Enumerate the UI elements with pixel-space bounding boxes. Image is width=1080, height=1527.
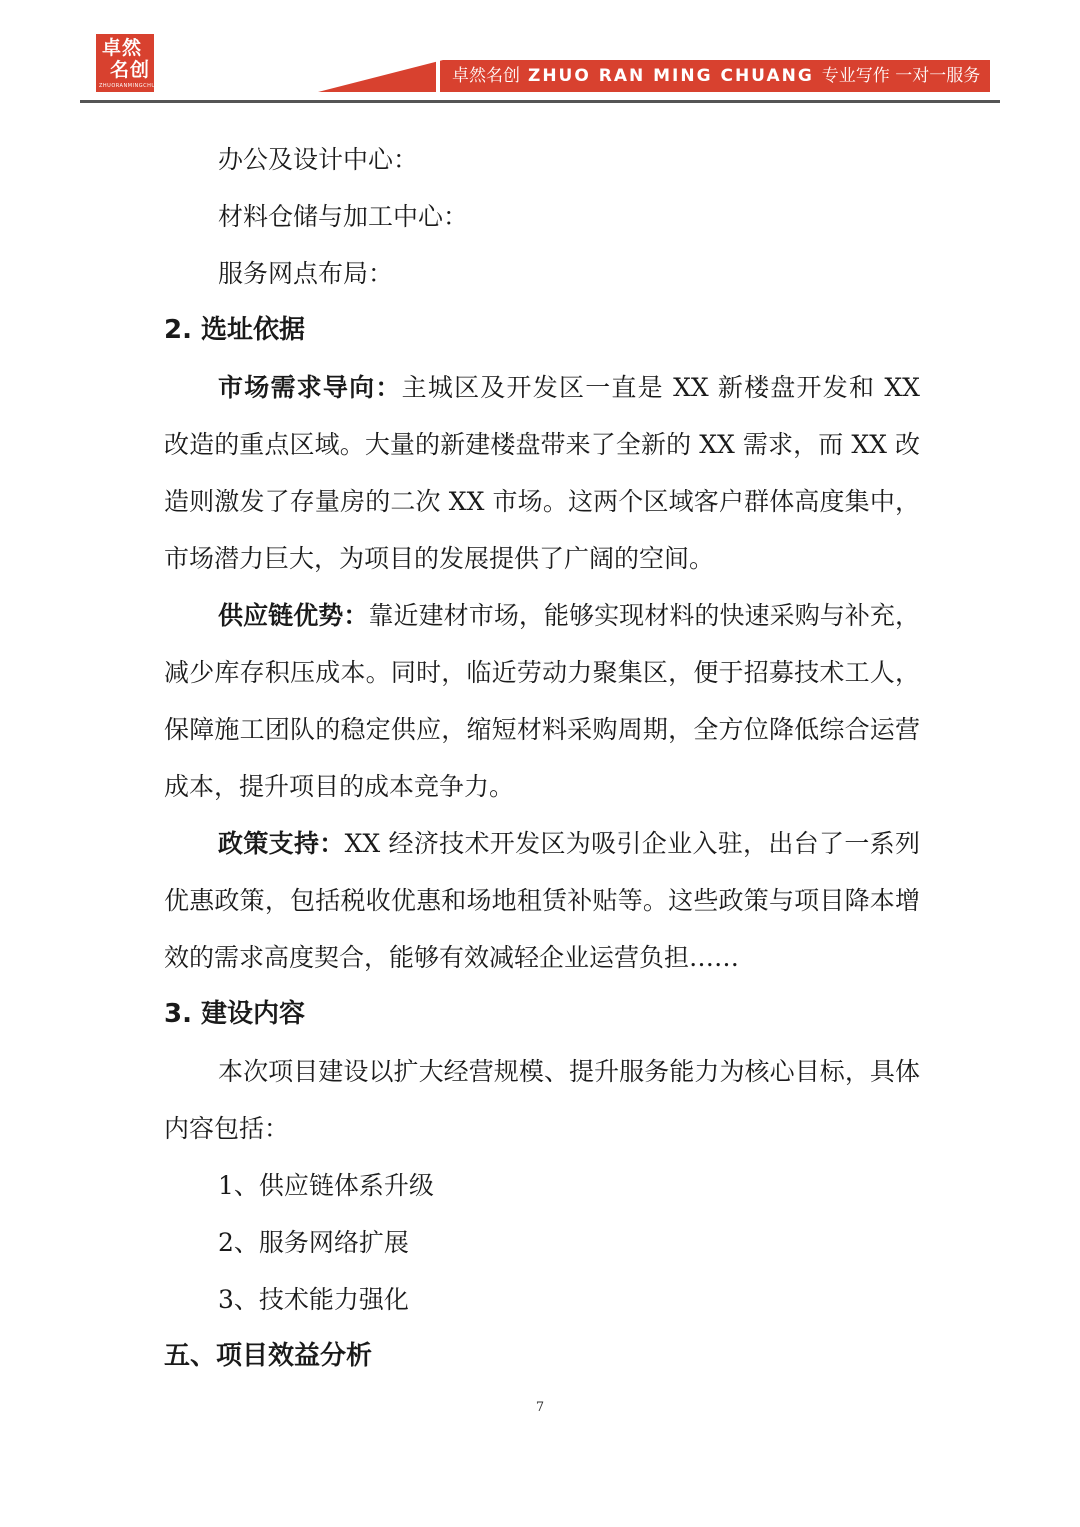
banner-separator	[436, 60, 440, 92]
section-heading-site-selection: 2. 选址依据	[164, 315, 306, 345]
logo-line1: 卓然	[102, 37, 143, 59]
banner-text	[452, 63, 980, 89]
paragraph-lead: 政策支持：	[218, 829, 345, 858]
logo-line2: 名创	[110, 59, 151, 81]
brand-logo	[96, 34, 169, 92]
header-rule	[80, 100, 1000, 103]
page-number: 7	[535, 1400, 545, 1415]
paragraph-policy-support	[164, 815, 920, 986]
item-service-network-layout: 服务网点布局：	[218, 259, 394, 288]
section-heading-benefit-analysis: 五、项目效益分析	[164, 1341, 373, 1371]
paragraph-market-demand	[164, 359, 920, 587]
paragraph-text: XX 经济技术开发区为吸引企业入驻，出台了一系列优惠政策，包括税收优惠和场地租赁补贴等。这些政策与项目降本增效的需求高度契合，能够有效减轻企业运营负担……	[164, 829, 920, 972]
paragraph-text: 靠近建材市场，能够实现材料的快速采购与补充，减少库存积压成本。同时，临近劳动力聚集区，便于招募技术工人，保障施工团队的稳定供应，缩短材料采购周期，全方位降低综合运营成本，提升项目的成本竞争力。	[164, 601, 920, 801]
logo-small-text: ZHUORANMINGCHUANG	[99, 83, 169, 89]
banner-cn: 卓然名创	[452, 66, 520, 86]
item-office-design-center: 办公及设计中心：	[218, 145, 419, 174]
list-item: 3、技术能力强化	[218, 1285, 409, 1314]
document-body	[164, 131, 920, 1385]
item-storage-processing-center: 材料仓储与加工中心：	[218, 202, 469, 231]
paragraph-text: 主城区及开发区一直是 XX 新楼盘开发和 XX 改造的重点区域。大量的新建楼盘带来了全新的 XX 需求，而 XX 改造则激发了存量房的二次 XX 市场。这两个区域客户群体高度集中，市场潜力巨大，为项目的发展提供了广阔的空间。	[164, 373, 920, 573]
banner-en: ZHUO RAN MING CHUANG	[528, 66, 814, 86]
paragraph-lead: 供应链优势：	[218, 601, 369, 630]
paragraph-lead: 市场需求导向：	[218, 373, 402, 402]
list-item: 1、供应链体系升级	[218, 1171, 434, 1200]
paragraph-supply-chain	[164, 587, 920, 815]
section-heading-construction: 3. 建设内容	[164, 999, 306, 1029]
banner-tail: 专业写作 一对一服务	[821, 66, 981, 86]
paragraph-construction-intro: 本次项目建设以扩大经营规模、提升服务能力为核心目标，具体内容包括：	[164, 1057, 920, 1143]
list-item: 2、服务网络扩展	[218, 1228, 409, 1257]
